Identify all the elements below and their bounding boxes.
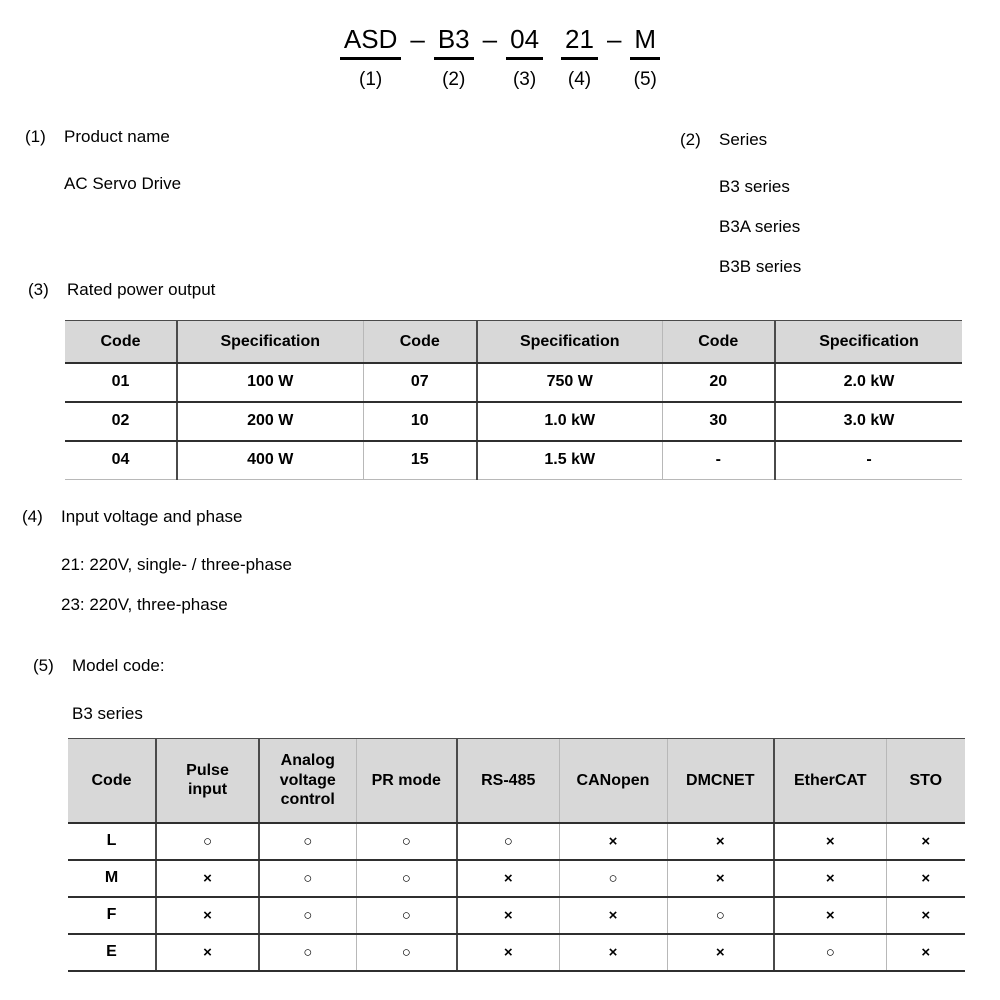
section-title: Product name (64, 127, 170, 146)
mark-cell: × (774, 897, 886, 934)
code-cell: M (68, 860, 156, 897)
table-row (65, 441, 962, 480)
rated-power-table (65, 320, 962, 480)
code-cell: 02 (65, 402, 177, 441)
mark-cell: ○ (156, 823, 259, 860)
spec-cell: 2.0 kW (775, 363, 962, 402)
code-cell: - (662, 441, 775, 480)
product-name-value: AC Servo Drive (64, 174, 182, 193)
section-rated-power-heading (28, 279, 215, 301)
spec-cell: 100 W (177, 363, 363, 402)
code-cell: F (68, 897, 156, 934)
model-code-diagram (0, 24, 1000, 91)
mark-cell: ○ (259, 934, 356, 971)
model-segment (340, 24, 401, 91)
input-voltage-item: 21: 220V, single- / three-phase (61, 555, 292, 574)
mark-cell: × (559, 897, 667, 934)
section-series-heading (680, 129, 767, 151)
mark-cell: ○ (356, 897, 457, 934)
model-code-table (68, 738, 965, 972)
table-header-cell: Specification (775, 321, 962, 363)
mark-cell: ○ (259, 897, 356, 934)
mark-cell: × (559, 823, 667, 860)
section-input-voltage-heading (22, 506, 242, 528)
table-header-cell: Code (363, 321, 477, 363)
spec-cell: 1.0 kW (477, 402, 662, 441)
code-cell: 04 (65, 441, 177, 480)
table-header-cell: STO (886, 739, 965, 823)
code-cell: 20 (662, 363, 775, 402)
model-segment-text: 04 (506, 24, 543, 60)
mark-cell: ○ (559, 860, 667, 897)
mark-cell: × (457, 934, 559, 971)
model-segment (630, 24, 660, 91)
table-header-cell: Pulse input (156, 739, 259, 823)
table-row (68, 934, 965, 971)
spec-cell: 3.0 kW (775, 402, 962, 441)
section-product-name-heading (25, 126, 170, 148)
dash-separator: – (410, 24, 425, 54)
mark-cell: × (886, 860, 965, 897)
model-segment (434, 24, 474, 91)
mark-cell: × (457, 897, 559, 934)
code-cell: 10 (363, 402, 477, 441)
mark-cell: ○ (259, 823, 356, 860)
mark-cell: ○ (356, 860, 457, 897)
model-segment-label: (1) (359, 69, 383, 90)
model-segment-label: (3) (512, 69, 537, 90)
table-row (65, 402, 962, 441)
table-header-cell: PR mode (356, 739, 457, 823)
model-segment-text: M (630, 24, 660, 60)
section-title: Input voltage and phase (61, 507, 243, 526)
mark-cell: ○ (259, 860, 356, 897)
series-item: B3 series (719, 177, 790, 196)
mark-cell: ○ (356, 823, 457, 860)
section-number: (2) (680, 130, 701, 149)
table-header-cell: EtherCAT (774, 739, 886, 823)
mark-cell: × (457, 860, 559, 897)
mark-cell: × (156, 897, 259, 934)
section-title: Rated power output (67, 280, 216, 299)
table-header-cell: Analog voltage control (259, 739, 356, 823)
mark-cell: × (156, 934, 259, 971)
mark-cell: × (886, 897, 965, 934)
table-header-cell: Code (65, 321, 177, 363)
mark-cell: ○ (356, 934, 457, 971)
mark-cell: × (774, 823, 886, 860)
table-header-row (68, 739, 965, 823)
code-cell: 30 (662, 402, 775, 441)
spec-cell: 750 W (477, 363, 662, 402)
mark-cell: × (156, 860, 259, 897)
model-segment-text: 21 (561, 24, 598, 60)
model-segment-text: ASD (340, 24, 401, 60)
section-title: Model code: (72, 656, 165, 675)
section-title: Series (719, 130, 768, 149)
model-segment-label: (4) (567, 69, 592, 90)
mark-cell: × (667, 823, 774, 860)
code-cell: E (68, 934, 156, 971)
section-number: (5) (33, 656, 54, 675)
code-cell: L (68, 823, 156, 860)
series-item: B3B series (719, 257, 802, 276)
model-segment (506, 24, 543, 91)
section-number: (1) (25, 127, 46, 146)
spec-cell: - (775, 441, 962, 480)
mark-cell: × (559, 934, 667, 971)
table-header-cell: Specification (477, 321, 662, 363)
table-row (65, 363, 962, 402)
spec-cell: 1.5 kW (477, 441, 662, 480)
mark-cell: ○ (667, 897, 774, 934)
mark-cell: ○ (457, 823, 559, 860)
table-header-row (65, 321, 962, 363)
section-number: (4) (22, 507, 43, 526)
mark-cell: × (774, 860, 886, 897)
section-number: (3) (28, 280, 49, 299)
mark-cell: ○ (774, 934, 886, 971)
mark-cell: × (667, 934, 774, 971)
model-code-subtitle: B3 series (72, 704, 143, 723)
input-voltage-item: 23: 220V, three-phase (61, 595, 228, 614)
code-cell: 01 (65, 363, 177, 402)
table-header-cell: DMCNET (667, 739, 774, 823)
mark-cell: × (886, 934, 965, 971)
model-segment-label: (2) (442, 69, 466, 90)
dash-separator: – (606, 24, 622, 54)
table-header-cell: CANopen (559, 739, 667, 823)
table-row (68, 823, 965, 860)
spec-cell: 200 W (177, 402, 363, 441)
series-item: B3A series (719, 217, 801, 236)
table-header-cell: Code (68, 739, 156, 823)
mark-cell: × (886, 823, 965, 860)
table-row (68, 897, 965, 934)
table-header-cell: Code (662, 321, 775, 363)
code-cell: 15 (363, 441, 477, 480)
section-model-code-heading (33, 655, 165, 677)
code-cell: 07 (363, 363, 477, 402)
dash-separator: – (482, 24, 498, 54)
spec-cell: 400 W (177, 441, 363, 480)
model-segment-text: B3 (434, 24, 474, 60)
table-header-cell: RS-485 (457, 739, 559, 823)
mark-cell: × (667, 860, 774, 897)
model-segment (561, 24, 598, 91)
table-header-cell: Specification (177, 321, 363, 363)
table-row (68, 860, 965, 897)
model-segment-label: (5) (633, 69, 657, 90)
